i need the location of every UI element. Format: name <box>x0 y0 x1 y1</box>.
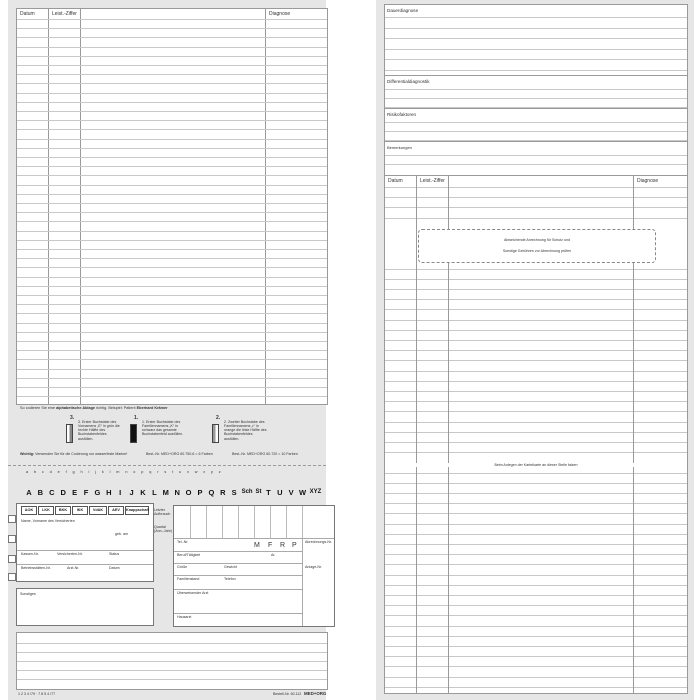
field-geb: geb. am <box>115 532 128 536</box>
alphabet-letter[interactable]: T <box>266 488 271 497</box>
ruled-line <box>385 197 687 198</box>
ruled-line <box>385 289 687 290</box>
alphabet-letter[interactable]: S <box>231 488 237 497</box>
coding-instructions <box>16 404 326 460</box>
step3-num: 3. <box>70 415 75 421</box>
small-letter-row: a b c d e f g h i j k l m n o p q r s t u v w x y z <box>26 470 224 474</box>
ruled-line <box>17 231 327 232</box>
ruled-line <box>17 65 327 66</box>
alphabet-letter[interactable]: V <box>288 488 294 497</box>
insurer-tab[interactable]: AOK <box>21 506 37 515</box>
insurer-tab[interactable]: VdAK <box>89 506 107 515</box>
ruled-line <box>385 636 687 637</box>
ruled-line <box>385 320 687 321</box>
fold-notice: Beim Anlegen der Karteikarte an dieser Stelle falzen <box>385 463 687 467</box>
checkbox-3[interactable] <box>8 555 16 563</box>
field-datum: Datum <box>109 566 120 570</box>
orange-swatch <box>212 424 219 443</box>
ruled-line <box>17 396 327 397</box>
alphabet-letter[interactable]: G <box>94 488 101 497</box>
insurer-form <box>16 503 154 582</box>
ruled-line <box>385 442 687 443</box>
field-sonstiges: Sonstiges <box>20 592 36 596</box>
ruled-line <box>385 98 687 99</box>
ruled-line <box>385 70 687 71</box>
instr-bold: alphabetische Ablage <box>56 406 96 410</box>
note-text: Verwenden Sie für die Codierung nur wasserfeste Marker! <box>35 452 128 456</box>
ruled-line <box>17 313 327 314</box>
ruled-line <box>385 131 687 132</box>
alphabet-letter[interactable]: H <box>106 488 112 497</box>
left-card <box>8 0 332 700</box>
alphabet-letter[interactable]: F <box>83 488 89 497</box>
ruled-line <box>17 28 327 29</box>
ruled-line <box>17 323 327 324</box>
ruled-line <box>385 493 687 494</box>
alphabet-letter[interactable]: XYZ <box>309 489 322 495</box>
field-versicherten-nr: Versicherten-Nr. <box>57 552 83 556</box>
ruled-line <box>17 643 327 644</box>
field-groesse: Größe <box>177 565 188 569</box>
ruled-line <box>17 332 327 333</box>
ruled-line <box>17 74 327 75</box>
ruled-line <box>17 148 327 149</box>
ruled-line <box>17 19 327 20</box>
ruled-line <box>385 524 687 525</box>
ruled-line <box>17 47 327 48</box>
ruled-line <box>385 422 687 423</box>
ruled-line <box>385 122 687 123</box>
ruled-line <box>17 378 327 379</box>
step1-text: 1. Erster Buchstabe des Familiennamens „K“ in schwarz das gesamte Buchstabenfeld ausfüllen. <box>142 420 184 437</box>
ruled-line <box>385 38 687 39</box>
ruled-line <box>17 679 327 680</box>
ruled-line <box>385 371 687 372</box>
notice-line-2: Sonstige Gebühren vor Abrechnung prüfen <box>502 249 572 253</box>
instr-mid: richtig. Beispiel: Patient <box>96 406 136 410</box>
ruled-line <box>17 166 327 167</box>
field-quartal: Quartal (Ann.-Jahr) <box>154 525 172 534</box>
col-diagnose: Diagnose <box>269 11 291 17</box>
ruled-line <box>385 187 687 188</box>
ruled-line <box>385 381 687 382</box>
ruled-line <box>17 652 327 653</box>
step2-text: 2. Zweiter Buchstabe des Familiennamens „r“ in orange die linke Hälfte des Buchstabenfeldes ausfüllen. <box>224 420 267 441</box>
ruled-line <box>17 286 327 287</box>
ruled-line <box>385 330 687 331</box>
ruled-line <box>385 207 687 208</box>
ruled-line <box>17 304 327 305</box>
section-risikofaktoren: Risikofaktoren <box>387 112 417 117</box>
sex-m: M <box>254 542 260 549</box>
ruled-line <box>17 111 327 112</box>
field-gewicht: Gewicht <box>224 565 237 569</box>
section-divider <box>385 108 687 109</box>
step2-num: 2. <box>216 415 221 421</box>
insurer-tabs <box>21 506 149 514</box>
alphabet-letter[interactable]: E <box>72 488 78 497</box>
ruled-line <box>385 350 687 351</box>
right-card <box>376 0 694 700</box>
section-bemerkungen: Bemerkungen <box>387 145 412 150</box>
ruled-line <box>17 102 327 103</box>
ruled-line <box>385 360 687 361</box>
ruled-line <box>17 295 327 296</box>
field-hausarzt: Hausarzt <box>177 615 192 619</box>
section-divider <box>385 75 687 76</box>
ruled-line <box>385 432 687 433</box>
field-ar: Ar. <box>271 553 276 557</box>
ruled-line <box>385 218 687 219</box>
field-letzter-aufbrauch: Letzter Aufbrauch <box>154 508 171 517</box>
footer-code: 1 2 3 4 /79 · 7 8 5 4 /77 <box>18 692 56 696</box>
footer-brand: MED+ORG <box>304 691 327 696</box>
ruled-line <box>17 175 327 176</box>
ruled-line <box>17 37 327 38</box>
ruled-line <box>385 646 687 647</box>
ruled-line <box>17 258 327 259</box>
ruled-line <box>17 185 327 186</box>
ruled-line <box>17 129 327 130</box>
notice-line-1: Abweichende Anrechnung für Schutz und <box>504 238 570 242</box>
left-ledger <box>16 8 328 405</box>
ruled-line <box>385 411 687 412</box>
field-name: Name, Vorname des Versicherten <box>21 519 75 523</box>
ruled-line <box>385 615 687 616</box>
field-arzt-nr: Arzt-Nr. <box>67 566 80 570</box>
ruled-line <box>385 534 687 535</box>
order-6: Best.-Nr. MED+ORG 60.750-6 = 6 Farben <box>146 452 213 456</box>
alphabet-letter[interactable]: J <box>129 488 134 497</box>
alphabet-letter[interactable]: N <box>174 488 180 497</box>
field-familienstand: Familienstand <box>177 577 200 581</box>
ruled-line <box>17 267 327 268</box>
field-tel: Tel.-Nr. <box>177 540 189 544</box>
insurer-tab[interactable]: Knappschaft <box>125 506 149 515</box>
ruled-line <box>385 677 687 678</box>
alphabet-letter[interactable]: A <box>26 488 32 497</box>
ruled-line <box>385 605 687 606</box>
right-ledger <box>384 4 688 694</box>
field-beruf: Beruf/Tätigkeit <box>177 553 201 557</box>
checkbox-2[interactable] <box>8 535 16 543</box>
right-col-leistziffer: Leist.-Ziffer <box>420 178 445 184</box>
ruled-line <box>385 452 687 453</box>
ruled-line <box>385 483 687 484</box>
alphabet-letter[interactable]: K <box>140 488 146 497</box>
sex-f: F <box>268 542 273 549</box>
field-status: Status <box>109 552 120 556</box>
ruled-line <box>385 309 687 310</box>
field-betriebsstaetten-nr: Betriebsstätten-Nr. <box>21 566 51 570</box>
alphabet-letter[interactable]: Sch <box>241 489 253 495</box>
alphabet-letter[interactable]: D <box>60 488 66 497</box>
ruled-line <box>385 554 687 555</box>
instr-name: Eberhard Krämer <box>136 406 168 410</box>
ruled-line <box>17 249 327 250</box>
ruled-line <box>385 513 687 514</box>
section-dauerdiagnose: Dauerdiagnose <box>387 8 419 13</box>
ruled-line <box>385 28 687 29</box>
alphabet-letter[interactable]: M <box>162 488 169 497</box>
right-col-datum: Datum <box>388 178 403 184</box>
ruled-line <box>385 564 687 565</box>
step3-text: 3. Erster Buchstabe des Vornamens „E“ in grün die rechte Hälfte des Buchstabenfeldes ausfüllen. <box>78 420 120 441</box>
alphabet-letter[interactable]: O <box>185 488 192 497</box>
ruled-line <box>17 120 327 121</box>
ruled-line <box>385 49 687 50</box>
ruled-line <box>17 83 327 84</box>
ruled-line <box>385 164 687 165</box>
ruled-line <box>17 194 327 195</box>
fold-dots <box>8 465 326 466</box>
ruled-line <box>385 687 687 688</box>
ruled-line <box>385 89 687 90</box>
footer-order: Bestell-Nr. 60.112 <box>273 692 302 696</box>
ruled-line <box>17 240 327 241</box>
ruled-line <box>17 56 327 57</box>
ruled-line <box>17 369 327 370</box>
sex-r: R <box>280 542 286 549</box>
alphabet-index <box>24 487 324 499</box>
ruled-line <box>385 269 687 270</box>
checkbox-4[interactable] <box>8 573 16 581</box>
ruled-line <box>17 387 327 388</box>
ruled-line <box>385 503 687 504</box>
ruled-line <box>385 279 687 280</box>
ruled-line <box>385 155 687 156</box>
order-10: Best.-Nr. MED+ORG 60.720 = 10 Farben <box>232 452 298 456</box>
ruled-line <box>385 626 687 627</box>
alphabet-letter[interactable]: C <box>49 488 55 497</box>
insurer-tab[interactable]: LKK <box>38 506 54 515</box>
section-differentialdiagnostik: Differentialdiagnostik <box>387 79 430 84</box>
ruled-line <box>385 17 687 18</box>
sonstiges-box <box>16 588 154 626</box>
ruled-line <box>17 203 327 204</box>
ruled-line <box>385 544 687 545</box>
ruled-line <box>385 391 687 392</box>
ruled-line <box>385 299 687 300</box>
alphabet-letter[interactable]: B <box>37 488 44 497</box>
right-col-diagnose: Diagnose <box>637 178 659 184</box>
alphabet-letter[interactable]: U <box>277 488 283 497</box>
ruled-line <box>17 350 327 351</box>
ruled-line <box>17 670 327 671</box>
ruled-line <box>385 473 687 474</box>
ruled-line <box>385 666 687 667</box>
step1-num: 1. <box>134 415 139 421</box>
insurer-tab[interactable]: BKK <box>55 506 71 515</box>
alphabet-letter[interactable]: R <box>220 488 226 497</box>
sex-p: P <box>292 542 297 549</box>
field-telefon: Telefon <box>224 577 236 581</box>
alphabet-letter[interactable]: P <box>197 488 203 497</box>
alphabet-letter[interactable]: St <box>255 489 262 495</box>
note-bold: Wichtig: <box>20 452 35 456</box>
field-kassen-nr: Kassen-Nr. <box>21 552 39 556</box>
ruled-line <box>17 341 327 342</box>
left-bottom-ledger <box>16 632 328 690</box>
instr-prefix: So codieren Sie eine <box>20 406 56 410</box>
alphabet-letter[interactable]: L <box>152 488 157 497</box>
col-leistziffer: Leist.-Ziffer <box>52 11 77 17</box>
patient-data-form <box>173 505 335 627</box>
ruled-line <box>17 661 327 662</box>
ruled-line <box>17 359 327 360</box>
ruled-line <box>385 401 687 402</box>
field-abrechnung: Abrechnungs-Nr. <box>305 540 332 544</box>
ruled-line <box>385 575 687 576</box>
ruled-line <box>385 595 687 596</box>
ruled-line <box>17 139 327 140</box>
col-datum: Datum <box>20 11 35 17</box>
field-anlage: Anlage-Nr. <box>305 565 322 569</box>
insurer-tab[interactable]: AEV <box>108 506 124 515</box>
section-divider <box>385 141 687 142</box>
black-swatch <box>130 424 137 443</box>
ruled-line <box>17 93 327 94</box>
green-swatch <box>66 424 73 443</box>
ruled-line <box>17 277 327 278</box>
alphabet-letter[interactable]: I <box>119 488 122 497</box>
ruled-line <box>17 221 327 222</box>
ruled-line <box>385 656 687 657</box>
field-ueberweisender-arzt: Überweisender Arzt <box>177 591 209 595</box>
ruled-line <box>385 340 687 341</box>
alphabet-letter[interactable]: Q <box>208 488 215 497</box>
ruled-line <box>385 585 687 586</box>
alphabet-letter[interactable]: W <box>299 488 307 497</box>
ruled-line <box>17 212 327 213</box>
insurer-tab[interactable]: IKK <box>72 506 88 515</box>
dashed-notice-box <box>418 229 656 263</box>
ruled-line <box>17 157 327 158</box>
checkbox-1[interactable] <box>8 515 16 523</box>
ruled-line <box>385 59 687 60</box>
